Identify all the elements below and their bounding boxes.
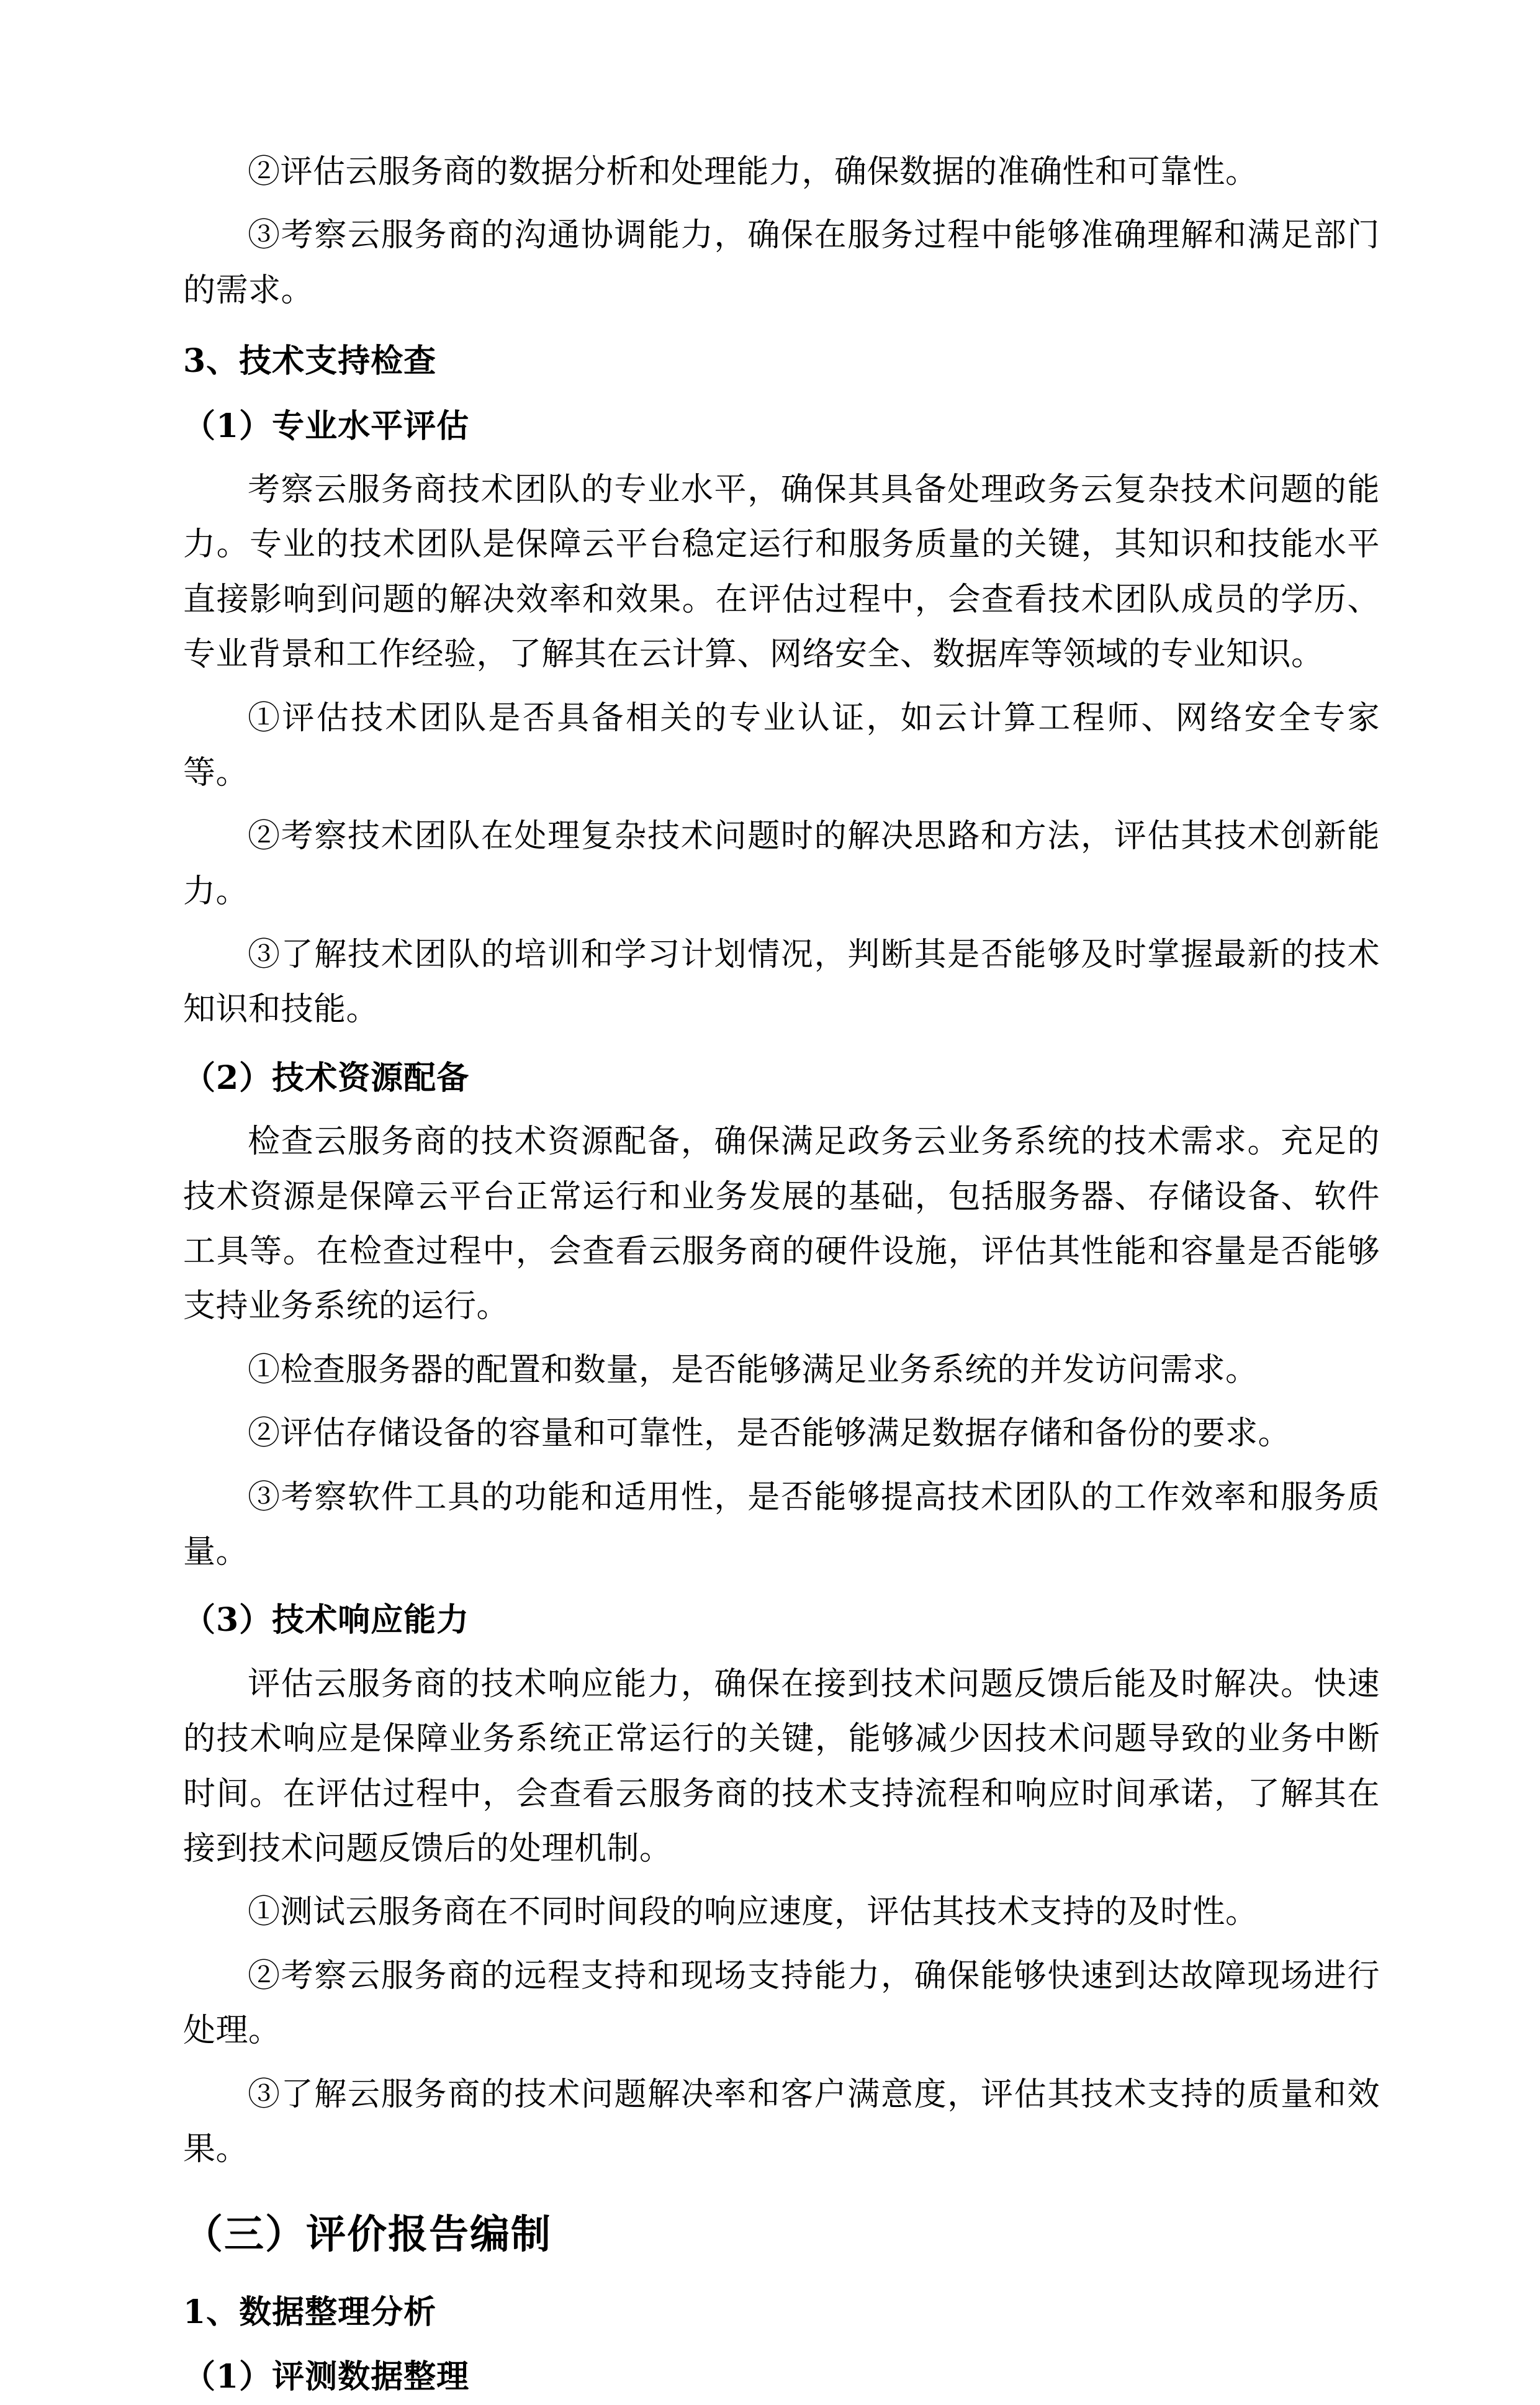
list-item: ①评估技术团队是否具备相关的专业认证，如云计算工程师、网络安全专家等。 <box>183 699 1380 792</box>
list-item: ②评估云服务商的数据分析和处理能力，确保数据的准确性和可靠性。 <box>248 153 1258 191</box>
list-item: ③考察云服务商的沟通协调能力，确保在服务过程中能够准确理解和满足部门的需求。 <box>183 217 1380 309</box>
heading-data-analysis: 1、数据整理分析 <box>183 2293 437 2332</box>
paragraph-tech-resources: 检查云服务商的技术资源配备，确保满足政务云业务系统的技术需求。充足的技术资源是保障云平台正常运行和业务发展的基础，包括服务器、存储设备、软件工具等。在检查过程中，会查看云服务商的硬件设施，评估其性能和容量是否能够支持业务系统的运行。 <box>183 1123 1380 1325</box>
list-item: ①检查服务器的配置和数量，是否能够满足业务系统的并发访问需求。 <box>248 1351 1258 1389</box>
heading-test-data-organization: （1）评测数据整理 <box>183 2358 470 2396</box>
heading-tech-support: 3、技术支持检查 <box>183 342 437 381</box>
heading-tech-response: （3）技术响应能力 <box>183 1601 470 1640</box>
heading-tech-resources: （2）技术资源配备 <box>183 1058 470 1097</box>
list-item: ②考察技术团队在处理复杂技术问题时的解决思路和方法，评估其技术创新能力。 <box>183 818 1380 910</box>
document-body <box>183 145 1380 2405</box>
paragraph-professional-level: 考察云服务商技术团队的专业水平，确保其具备处理政务云复杂技术问题的能力。专业的技术团队是保障云平台稳定运行和服务质量的关键，其知识和技能水平直接影响到问题的解决效率和效果。在评估过程中，会查看技术团队成员的学历、专业背景和工作经验，了解其在云计算、网络安全、数据库等领域的专业知识。 <box>183 471 1380 674</box>
list-item: ③了解技术团队的培训和学习计划情况，判断其是否能够及时掌握最新的技术知识和技能。 <box>183 936 1380 1029</box>
heading-professional-level: （1）专业水平评估 <box>183 407 470 445</box>
list-item: ①测试云服务商在不同时间段的响应速度，评估其技术支持的及时性。 <box>248 1893 1258 1931</box>
paragraph-tech-response: 评估云服务商的技术响应能力，确保在接到技术问题反馈后能及时解决。快速的技术响应是保障业务系统正常运行的关键，能够减少因技术问题导致的业务中断时间。在评估过程中，会查看云服务商的技术支持流程和响应时间承诺，了解其在接到技术问题反馈后的处理机制。 <box>183 1665 1380 1867</box>
list-item: ②评估存储设备的容量和可靠性，是否能够满足数据存储和备份的要求。 <box>248 1415 1291 1453</box>
list-item: ③了解云服务商的技术问题解决率和客户满意度，评估其技术支持的质量和效果。 <box>183 2075 1380 2168</box>
heading-evaluation-report: （三）评价报告编制 <box>183 2211 552 2258</box>
list-item: ③考察软件工具的功能和适用性，是否能够提高技术团队的工作效率和服务质量。 <box>183 1478 1380 1571</box>
list-item: ②考察云服务商的远程支持和现场支持能力，确保能够快速到达故障现场进行处理。 <box>183 1957 1380 2050</box>
